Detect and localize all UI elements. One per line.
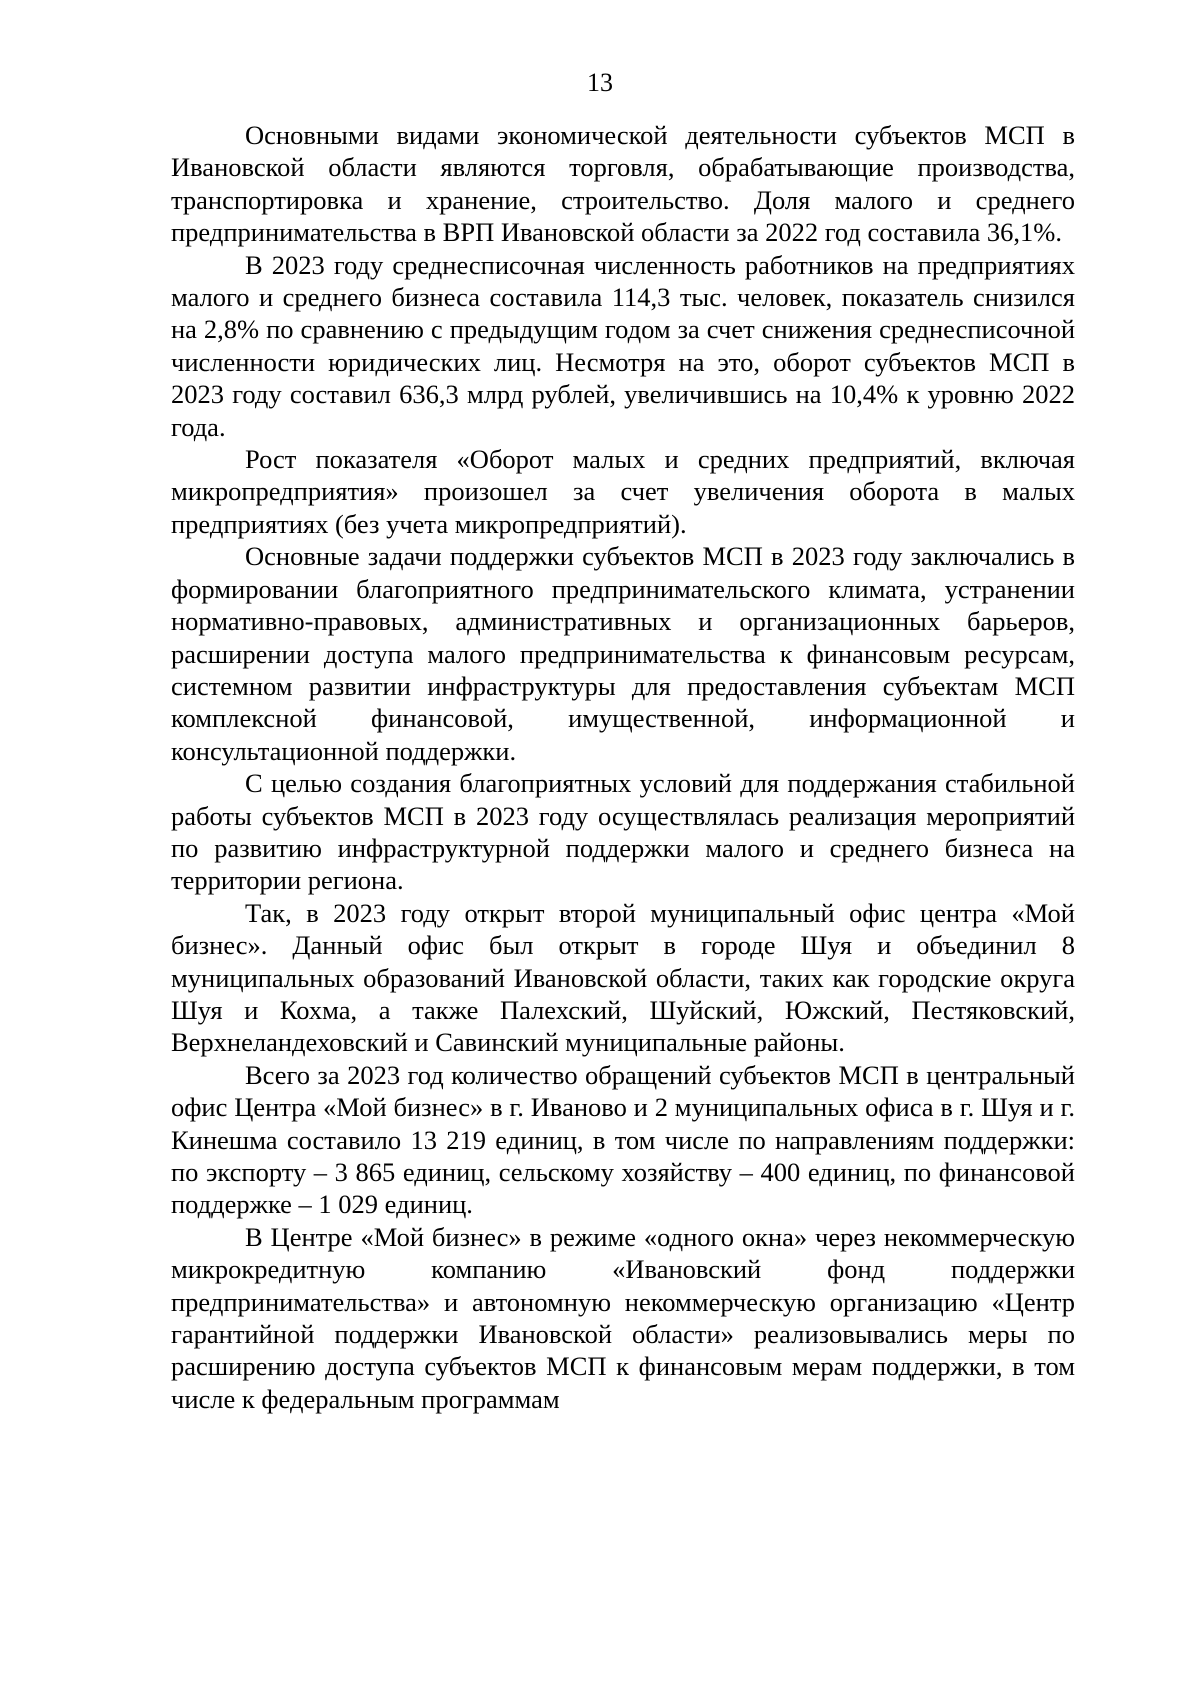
paragraph-shuya-office: Так, в 2023 году открыт второй муниципальный офис центра «Мой бизнес». Данный офис был открыт в городе Шуя и объединил 8 муниципальных образований Ивановской области, таких как городские округа Шуя и Кохма, а также Палехский, Шуйский, Южский, Пестяковский, Верхнеландеховский и Савинский муниципальные районы. (171, 897, 1075, 1058)
paragraph-msp-activities: Основными видами экономической деятельности субъектов МСП в Ивановской области являются торговля, обрабатывающие производства, транспортировка и хранение, строительство. Доля малого и среднего предпринимательства в ВРП Ивановской области за 2022 год составила 36,1%. (171, 120, 1075, 248)
paragraph-employment-turnover: В 2023 году среднесписочная численность работников на предприятиях малого и среднего бизнеса составила 114,3 тыс. человек, показатель снизился на 2,8% по сравнению с предыдущим годом за счет снижения среднесписочной численности юридических лиц. Несмотря на это, оборот субъектов МСП в 2023 году составил 636,3 млрд рублей, увеличившись на 10,4% к уровню 2022 года. (171, 249, 1075, 442)
paragraph-turnover-growth: Рост показателя «Оборот малых и средних предприятий, включая микропредприятия» произошел за счет увеличения оборота в малых предприятиях (без учета микропредприятий). (171, 444, 1075, 539)
paragraph-single-window: В Центре «Мой бизнес» в режиме «одного окна» через некоммерческую микрокредитную компанию «Ивановский фонд поддержки предпринимательства» и автономную некоммерческую организацию «Центр гарантийной поддержки Ивановской области» реализовывались меры по расширению доступа субъектов МСП к финансовым мерам поддержки, в том числе к федеральным программам (171, 1221, 1075, 1414)
document-body (171, 119, 1075, 1415)
paragraph-requests-count: Всего за 2023 год количество обращений субъектов МСП в центральный офис Центра «Мой бизнес» в г. Иваново и 2 муниципальных офиса в г. Шуя и г. Кинешма составило 13 219 единиц, в том числе по направлениям поддержки: по экспорту – 3 865 единиц, сельскому хозяйству – 400 единиц, по финансовой поддержке – 1 029 единиц. (171, 1059, 1075, 1220)
paragraph-support-tasks: Основные задачи поддержки субъектов МСП в 2023 году заключались в формировании благоприятного предпринимательского климата, устранении нормативно-правовых, административных и организационных барьеров, расширении доступа малого предпринимательства к финансовым ресурсам, системном развитии инфраструктуры для предоставления субъектам МСП комплексной финансовой, имущественной, информационной и консультационной поддержки. (171, 541, 1075, 766)
paragraph-infrastructure-support: С целью создания благоприятных условий для поддержания стабильной работы субъектов МСП в 2023 году осуществлялась реализация мероприятий по развитию инфраструктурной поддержки малого и среднего бизнеса на территории региона. (171, 768, 1075, 896)
page-number: 13 (587, 68, 613, 97)
